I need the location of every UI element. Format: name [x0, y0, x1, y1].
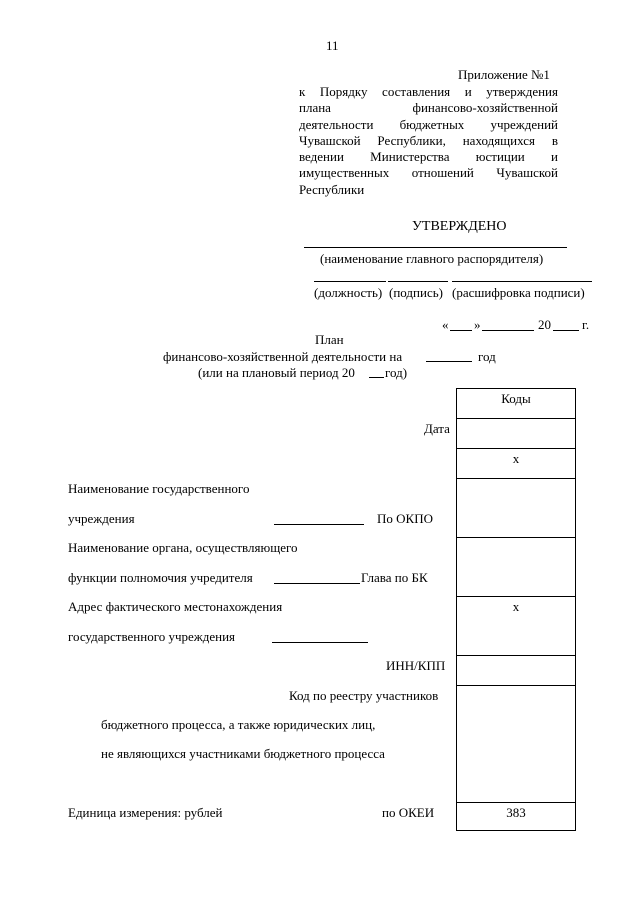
plan-title: План [315, 332, 344, 347]
approval-heading: УТВЕРЖДЕНО [412, 219, 507, 234]
appendix-line-2: плана финансово-хозяйственной [299, 100, 558, 116]
registry-label: Код по реестру участников [289, 688, 439, 703]
date-open-quote: « [442, 317, 449, 332]
appendix-title: Приложение №1 [458, 67, 550, 82]
okei-code: 383 [506, 805, 526, 820]
date-year-line [553, 330, 579, 331]
okpo-label: По ОКПО [377, 511, 433, 526]
codes-row-divider [456, 596, 576, 597]
appendix-line-3: деятельности бюджетных учреждений [299, 116, 558, 132]
transcript-line [452, 281, 592, 282]
okei-label: по ОКЕИ [382, 805, 435, 820]
inn-label: ИНН/КПП [386, 658, 446, 673]
x-mark: х [512, 451, 520, 466]
date-month-line [482, 330, 534, 331]
distributor-line [304, 247, 567, 248]
plan-subtitle-suffix: год [478, 349, 496, 364]
transcript-caption: (расшифровка подписи) [452, 285, 585, 300]
date-year-suffix: г. [582, 317, 590, 332]
distributor-caption: (наименование главного распорядителя) [320, 251, 544, 266]
position-line [314, 281, 386, 282]
plan-year-line [426, 361, 472, 362]
position-caption: (должность) [314, 285, 383, 300]
codes-row-divider [456, 802, 576, 803]
address-label: государственного учреждения [68, 629, 236, 644]
founder-label: функции полномочия учредителя [68, 570, 253, 585]
appendix-text [299, 84, 558, 198]
date-close-quote: » [474, 317, 481, 332]
codes-row-divider [456, 655, 576, 656]
plan-period-suffix: год) [385, 365, 408, 380]
address-label: Адрес фактического местонахождения [68, 599, 283, 614]
page-number: 11 [326, 38, 339, 53]
date-label: Дата [424, 421, 450, 436]
x-mark: х [512, 599, 520, 614]
codes-row-divider [456, 448, 576, 449]
institution-fill-line [274, 524, 364, 525]
bk-label: Глава по БК [361, 570, 428, 585]
unit-label: Единица измерения: рублей [68, 805, 223, 820]
signature-caption: (подпись) [389, 285, 443, 300]
codes-row-divider [456, 685, 576, 686]
appendix-line-5: ведении Министерства юстиции и [299, 149, 558, 165]
registry-label: не являющихся участниками бюджетного процесса [101, 746, 385, 761]
address-fill-line [272, 642, 368, 643]
codes-row-divider [456, 478, 576, 479]
codes-row-divider [456, 418, 576, 419]
signature-line [388, 281, 448, 282]
institution-label: Наименование государственного [68, 481, 250, 496]
codes-header: Коды [501, 391, 531, 406]
codes-row-divider [456, 537, 576, 538]
founder-fill-line [274, 583, 360, 584]
plan-period-line [369, 377, 384, 378]
registry-label: бюджетного процесса, а также юридических лиц, [101, 717, 376, 732]
plan-period-prefix: (или на плановый период 20 [198, 365, 355, 380]
founder-label: Наименование органа, осуществляющего [68, 540, 298, 555]
plan-subtitle-prefix: финансово-хозяйственной деятельности на [163, 349, 403, 364]
appendix-line-7: Республики [299, 181, 365, 197]
institution-label: учреждения [68, 511, 135, 526]
date-day-line [450, 330, 472, 331]
appendix-line-4: Чувашской Республики, находящихся в [299, 132, 558, 148]
date-year-prefix: 20 [538, 317, 551, 332]
appendix-line-6: имущественных отношений Чувашской [299, 165, 558, 181]
appendix-line-1: к Порядку составления и утверждения [299, 84, 558, 99]
